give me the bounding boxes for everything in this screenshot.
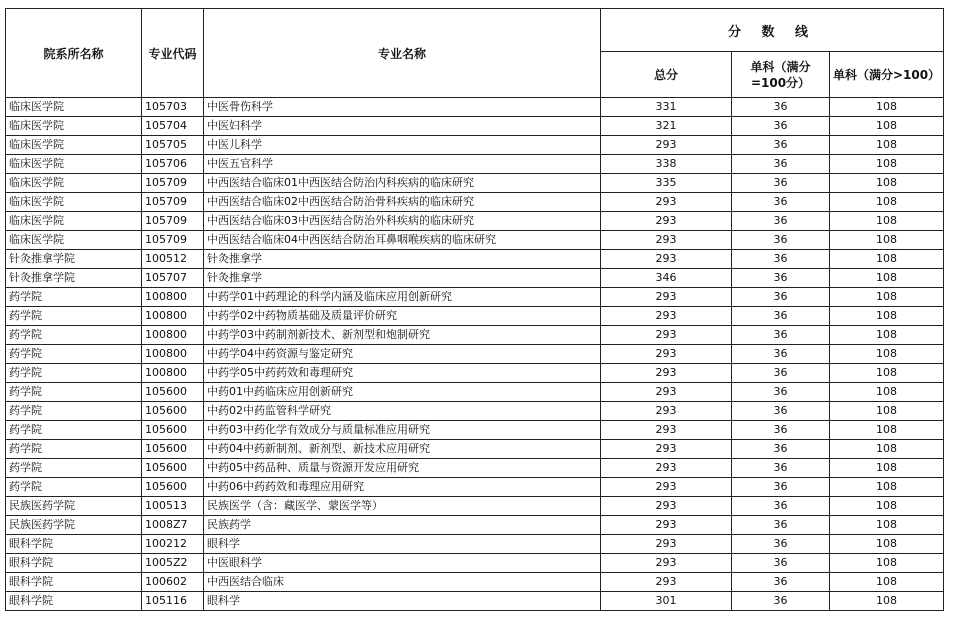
- single-100-cell: 36: [732, 307, 830, 326]
- major-cell: 中药05中药品种、质量与资源开发应用研究: [204, 459, 601, 478]
- total-cell: 293: [601, 250, 732, 269]
- total-header: 总分: [601, 52, 732, 98]
- total-cell: 293: [601, 326, 732, 345]
- single-100-cell: 36: [732, 592, 830, 611]
- major-cell: 中西医结合临床02中西医结合防治骨科疾病的临床研究: [204, 193, 601, 212]
- code-cell: 105706: [142, 155, 204, 174]
- single-over-100-cell: 108: [830, 250, 944, 269]
- single-over-100-cell: 108: [830, 592, 944, 611]
- major-cell: 中药学03中药制剂新技术、新剂型和炮制研究: [204, 326, 601, 345]
- major-header: 专业名称: [204, 9, 601, 98]
- total-cell: 293: [601, 573, 732, 592]
- major-cell: 眼科学: [204, 535, 601, 554]
- single-over-100-cell: 108: [830, 326, 944, 345]
- total-cell: 331: [601, 98, 732, 117]
- total-cell: 293: [601, 193, 732, 212]
- total-cell: 321: [601, 117, 732, 136]
- single-100-cell: 36: [732, 174, 830, 193]
- single-over-100-cell: 108: [830, 554, 944, 573]
- single-over-100-cell: 108: [830, 212, 944, 231]
- single-100-cell: 36: [732, 250, 830, 269]
- code-cell: 100602: [142, 573, 204, 592]
- college-cell: 眼科学院: [6, 573, 142, 592]
- major-cell: 民族医学（含：藏医学、蒙医学等）: [204, 497, 601, 516]
- table-row: [6, 478, 944, 497]
- college-header: 院系所名称: [6, 9, 142, 98]
- code-cell: 105600: [142, 440, 204, 459]
- code-cell: 100212: [142, 535, 204, 554]
- table-row: [6, 250, 944, 269]
- single-100-cell: 36: [732, 554, 830, 573]
- college-cell: 药学院: [6, 421, 142, 440]
- single-over-100-cell: 108: [830, 117, 944, 136]
- college-cell: 眼科学院: [6, 535, 142, 554]
- table-row: [6, 288, 944, 307]
- table-row: [6, 326, 944, 345]
- code-cell: 100800: [142, 364, 204, 383]
- single-100-cell: 36: [732, 478, 830, 497]
- table-row: [6, 383, 944, 402]
- single-over-100-cell: 108: [830, 421, 944, 440]
- table-row: [6, 516, 944, 535]
- table-row: [6, 98, 944, 117]
- single-over-100-cell: 108: [830, 288, 944, 307]
- code-cell: 105704: [142, 117, 204, 136]
- major-cell: 民族药学: [204, 516, 601, 535]
- single-100-cell: 36: [732, 155, 830, 174]
- single-100-cell: 36: [732, 421, 830, 440]
- total-cell: 346: [601, 269, 732, 288]
- code-cell: 105709: [142, 193, 204, 212]
- college-cell: 药学院: [6, 288, 142, 307]
- single-100-cell: 36: [732, 345, 830, 364]
- table-row: [6, 535, 944, 554]
- major-cell: 中药04中药新制剂、新剂型、新技术应用研究: [204, 440, 601, 459]
- total-cell: 293: [601, 383, 732, 402]
- code-cell: 100800: [142, 288, 204, 307]
- table-row: [6, 459, 944, 478]
- table-row: [6, 421, 944, 440]
- code-cell: 105709: [142, 174, 204, 193]
- single-100-cell: 36: [732, 212, 830, 231]
- table-row: [6, 364, 944, 383]
- single-over-100-cell: 108: [830, 573, 944, 592]
- major-cell: 针灸推拿学: [204, 250, 601, 269]
- single-over-100-header: 单科（满分>100）: [830, 52, 944, 98]
- total-cell: 293: [601, 402, 732, 421]
- major-cell: 中西医结合临床04中西医结合防治耳鼻咽喉疾病的临床研究: [204, 231, 601, 250]
- major-cell: 中西医结合临床01中西医结合防治内科疾病的临床研究: [204, 174, 601, 193]
- header-row-top: [6, 9, 944, 52]
- table-row: [6, 554, 944, 573]
- single-over-100-cell: 108: [830, 364, 944, 383]
- college-cell: 民族医药学院: [6, 516, 142, 535]
- score-line-header: 分 数 线: [601, 9, 944, 52]
- total-cell: 335: [601, 174, 732, 193]
- college-cell: 药学院: [6, 478, 142, 497]
- single-over-100-cell: 108: [830, 440, 944, 459]
- single-100-cell: 36: [732, 459, 830, 478]
- code-cell: 105600: [142, 383, 204, 402]
- college-cell: 临床医学院: [6, 155, 142, 174]
- code-cell: 100800: [142, 326, 204, 345]
- major-cell: 中药03中药化学有效成分与质量标准应用研究: [204, 421, 601, 440]
- total-cell: 293: [601, 231, 732, 250]
- college-cell: 针灸推拿学院: [6, 250, 142, 269]
- single-100-cell: 36: [732, 288, 830, 307]
- single-over-100-cell: 108: [830, 383, 944, 402]
- college-cell: 药学院: [6, 345, 142, 364]
- college-cell: 眼科学院: [6, 592, 142, 611]
- college-cell: 临床医学院: [6, 174, 142, 193]
- single-100-cell: 36: [732, 440, 830, 459]
- total-cell: 293: [601, 212, 732, 231]
- table-row: [6, 136, 944, 155]
- college-cell: 临床医学院: [6, 98, 142, 117]
- code-cell: 105707: [142, 269, 204, 288]
- college-cell: 眼科学院: [6, 554, 142, 573]
- total-cell: 338: [601, 155, 732, 174]
- total-cell: 293: [601, 421, 732, 440]
- single-over-100-cell: 108: [830, 174, 944, 193]
- table-body: [6, 98, 944, 611]
- single-100-cell: 36: [732, 98, 830, 117]
- major-cell: 中医妇科学: [204, 117, 601, 136]
- college-cell: 临床医学院: [6, 231, 142, 250]
- single-over-100-cell: 108: [830, 231, 944, 250]
- single-100-cell: 36: [732, 497, 830, 516]
- table-row: [6, 440, 944, 459]
- total-cell: 293: [601, 535, 732, 554]
- major-cell: 中医五官科学: [204, 155, 601, 174]
- major-cell: 中药学02中药物质基础及质量评价研究: [204, 307, 601, 326]
- code-cell: 100800: [142, 345, 204, 364]
- major-cell: 中药学01中药理论的科学内涵及临床应用创新研究: [204, 288, 601, 307]
- single-100-cell: 36: [732, 136, 830, 155]
- single-over-100-cell: 108: [830, 307, 944, 326]
- college-cell: 药学院: [6, 402, 142, 421]
- total-cell: 293: [601, 478, 732, 497]
- major-cell: 中药01中药临床应用创新研究: [204, 383, 601, 402]
- single-100-cell: 36: [732, 516, 830, 535]
- table-row: [6, 402, 944, 421]
- table-row: [6, 231, 944, 250]
- college-cell: 临床医学院: [6, 136, 142, 155]
- single-over-100-cell: 108: [830, 535, 944, 554]
- single-over-100-cell: 108: [830, 497, 944, 516]
- code-cell: 105600: [142, 402, 204, 421]
- total-cell: 293: [601, 307, 732, 326]
- college-cell: 药学院: [6, 440, 142, 459]
- single-over-100-cell: 108: [830, 269, 944, 288]
- total-cell: 293: [601, 288, 732, 307]
- code-cell: 105600: [142, 421, 204, 440]
- code-cell: 105600: [142, 478, 204, 497]
- college-cell: 药学院: [6, 459, 142, 478]
- score-table: [5, 8, 944, 611]
- single-over-100-cell: 108: [830, 98, 944, 117]
- table-row: [6, 592, 944, 611]
- code-cell: 105600: [142, 459, 204, 478]
- major-cell: 中医骨伤科学: [204, 98, 601, 117]
- college-cell: 药学院: [6, 364, 142, 383]
- table-row: [6, 193, 944, 212]
- code-cell: 1008Z7: [142, 516, 204, 535]
- single-100-cell: 36: [732, 269, 830, 288]
- major-cell: 中药02中药监管科学研究: [204, 402, 601, 421]
- college-cell: 临床医学院: [6, 193, 142, 212]
- total-cell: 293: [601, 345, 732, 364]
- single-100-cell: 36: [732, 193, 830, 212]
- college-cell: 药学院: [6, 326, 142, 345]
- single-100-cell: 36: [732, 117, 830, 136]
- single-over-100-cell: 108: [830, 193, 944, 212]
- single-100-cell: 36: [732, 402, 830, 421]
- code-cell: 1005Z2: [142, 554, 204, 573]
- single-100-cell: 36: [732, 364, 830, 383]
- code-cell: 105703: [142, 98, 204, 117]
- code-cell: 100513: [142, 497, 204, 516]
- code-cell: 100800: [142, 307, 204, 326]
- single-over-100-cell: 108: [830, 402, 944, 421]
- table-row: [6, 269, 944, 288]
- code-cell: 105709: [142, 212, 204, 231]
- table-row: [6, 573, 944, 592]
- total-cell: 293: [601, 136, 732, 155]
- code-cell: 105116: [142, 592, 204, 611]
- college-cell: 临床医学院: [6, 212, 142, 231]
- single-100-header: 单科（满分=100分）: [732, 52, 830, 98]
- single-100-cell: 36: [732, 383, 830, 402]
- single-over-100-cell: 108: [830, 478, 944, 497]
- single-over-100-cell: 108: [830, 345, 944, 364]
- total-cell: 293: [601, 459, 732, 478]
- major-cell: 中药06中药药效和毒理应用研究: [204, 478, 601, 497]
- major-cell: 针灸推拿学: [204, 269, 601, 288]
- single-over-100-cell: 108: [830, 155, 944, 174]
- major-cell: 眼科学: [204, 592, 601, 611]
- major-cell: 中西医结合临床03中西医结合防治外科疾病的临床研究: [204, 212, 601, 231]
- total-cell: 293: [601, 364, 732, 383]
- table-row: [6, 307, 944, 326]
- table-row: [6, 117, 944, 136]
- code-header: 专业代码: [142, 9, 204, 98]
- college-cell: 临床医学院: [6, 117, 142, 136]
- table-row: [6, 174, 944, 193]
- score-table-container: [5, 8, 944, 611]
- total-cell: 293: [601, 516, 732, 535]
- college-cell: 药学院: [6, 383, 142, 402]
- major-cell: 中药学04中药资源与鉴定研究: [204, 345, 601, 364]
- major-cell: 中药学05中药药效和毒理研究: [204, 364, 601, 383]
- total-cell: 293: [601, 554, 732, 573]
- single-over-100-cell: 108: [830, 516, 944, 535]
- code-cell: 105705: [142, 136, 204, 155]
- single-100-cell: 36: [732, 573, 830, 592]
- table-row: [6, 345, 944, 364]
- major-cell: 中西医结合临床: [204, 573, 601, 592]
- single-100-cell: 36: [732, 326, 830, 345]
- single-100-cell: 36: [732, 535, 830, 554]
- table-row: [6, 212, 944, 231]
- table-row: [6, 155, 944, 174]
- college-cell: 药学院: [6, 307, 142, 326]
- table-row: [6, 497, 944, 516]
- college-cell: 针灸推拿学院: [6, 269, 142, 288]
- major-cell: 中医儿科学: [204, 136, 601, 155]
- college-cell: 民族医药学院: [6, 497, 142, 516]
- code-cell: 105709: [142, 231, 204, 250]
- total-cell: 301: [601, 592, 732, 611]
- major-cell: 中医眼科学: [204, 554, 601, 573]
- code-cell: 100512: [142, 250, 204, 269]
- single-over-100-cell: 108: [830, 136, 944, 155]
- single-over-100-cell: 108: [830, 459, 944, 478]
- total-cell: 293: [601, 440, 732, 459]
- total-cell: 293: [601, 497, 732, 516]
- single-100-cell: 36: [732, 231, 830, 250]
